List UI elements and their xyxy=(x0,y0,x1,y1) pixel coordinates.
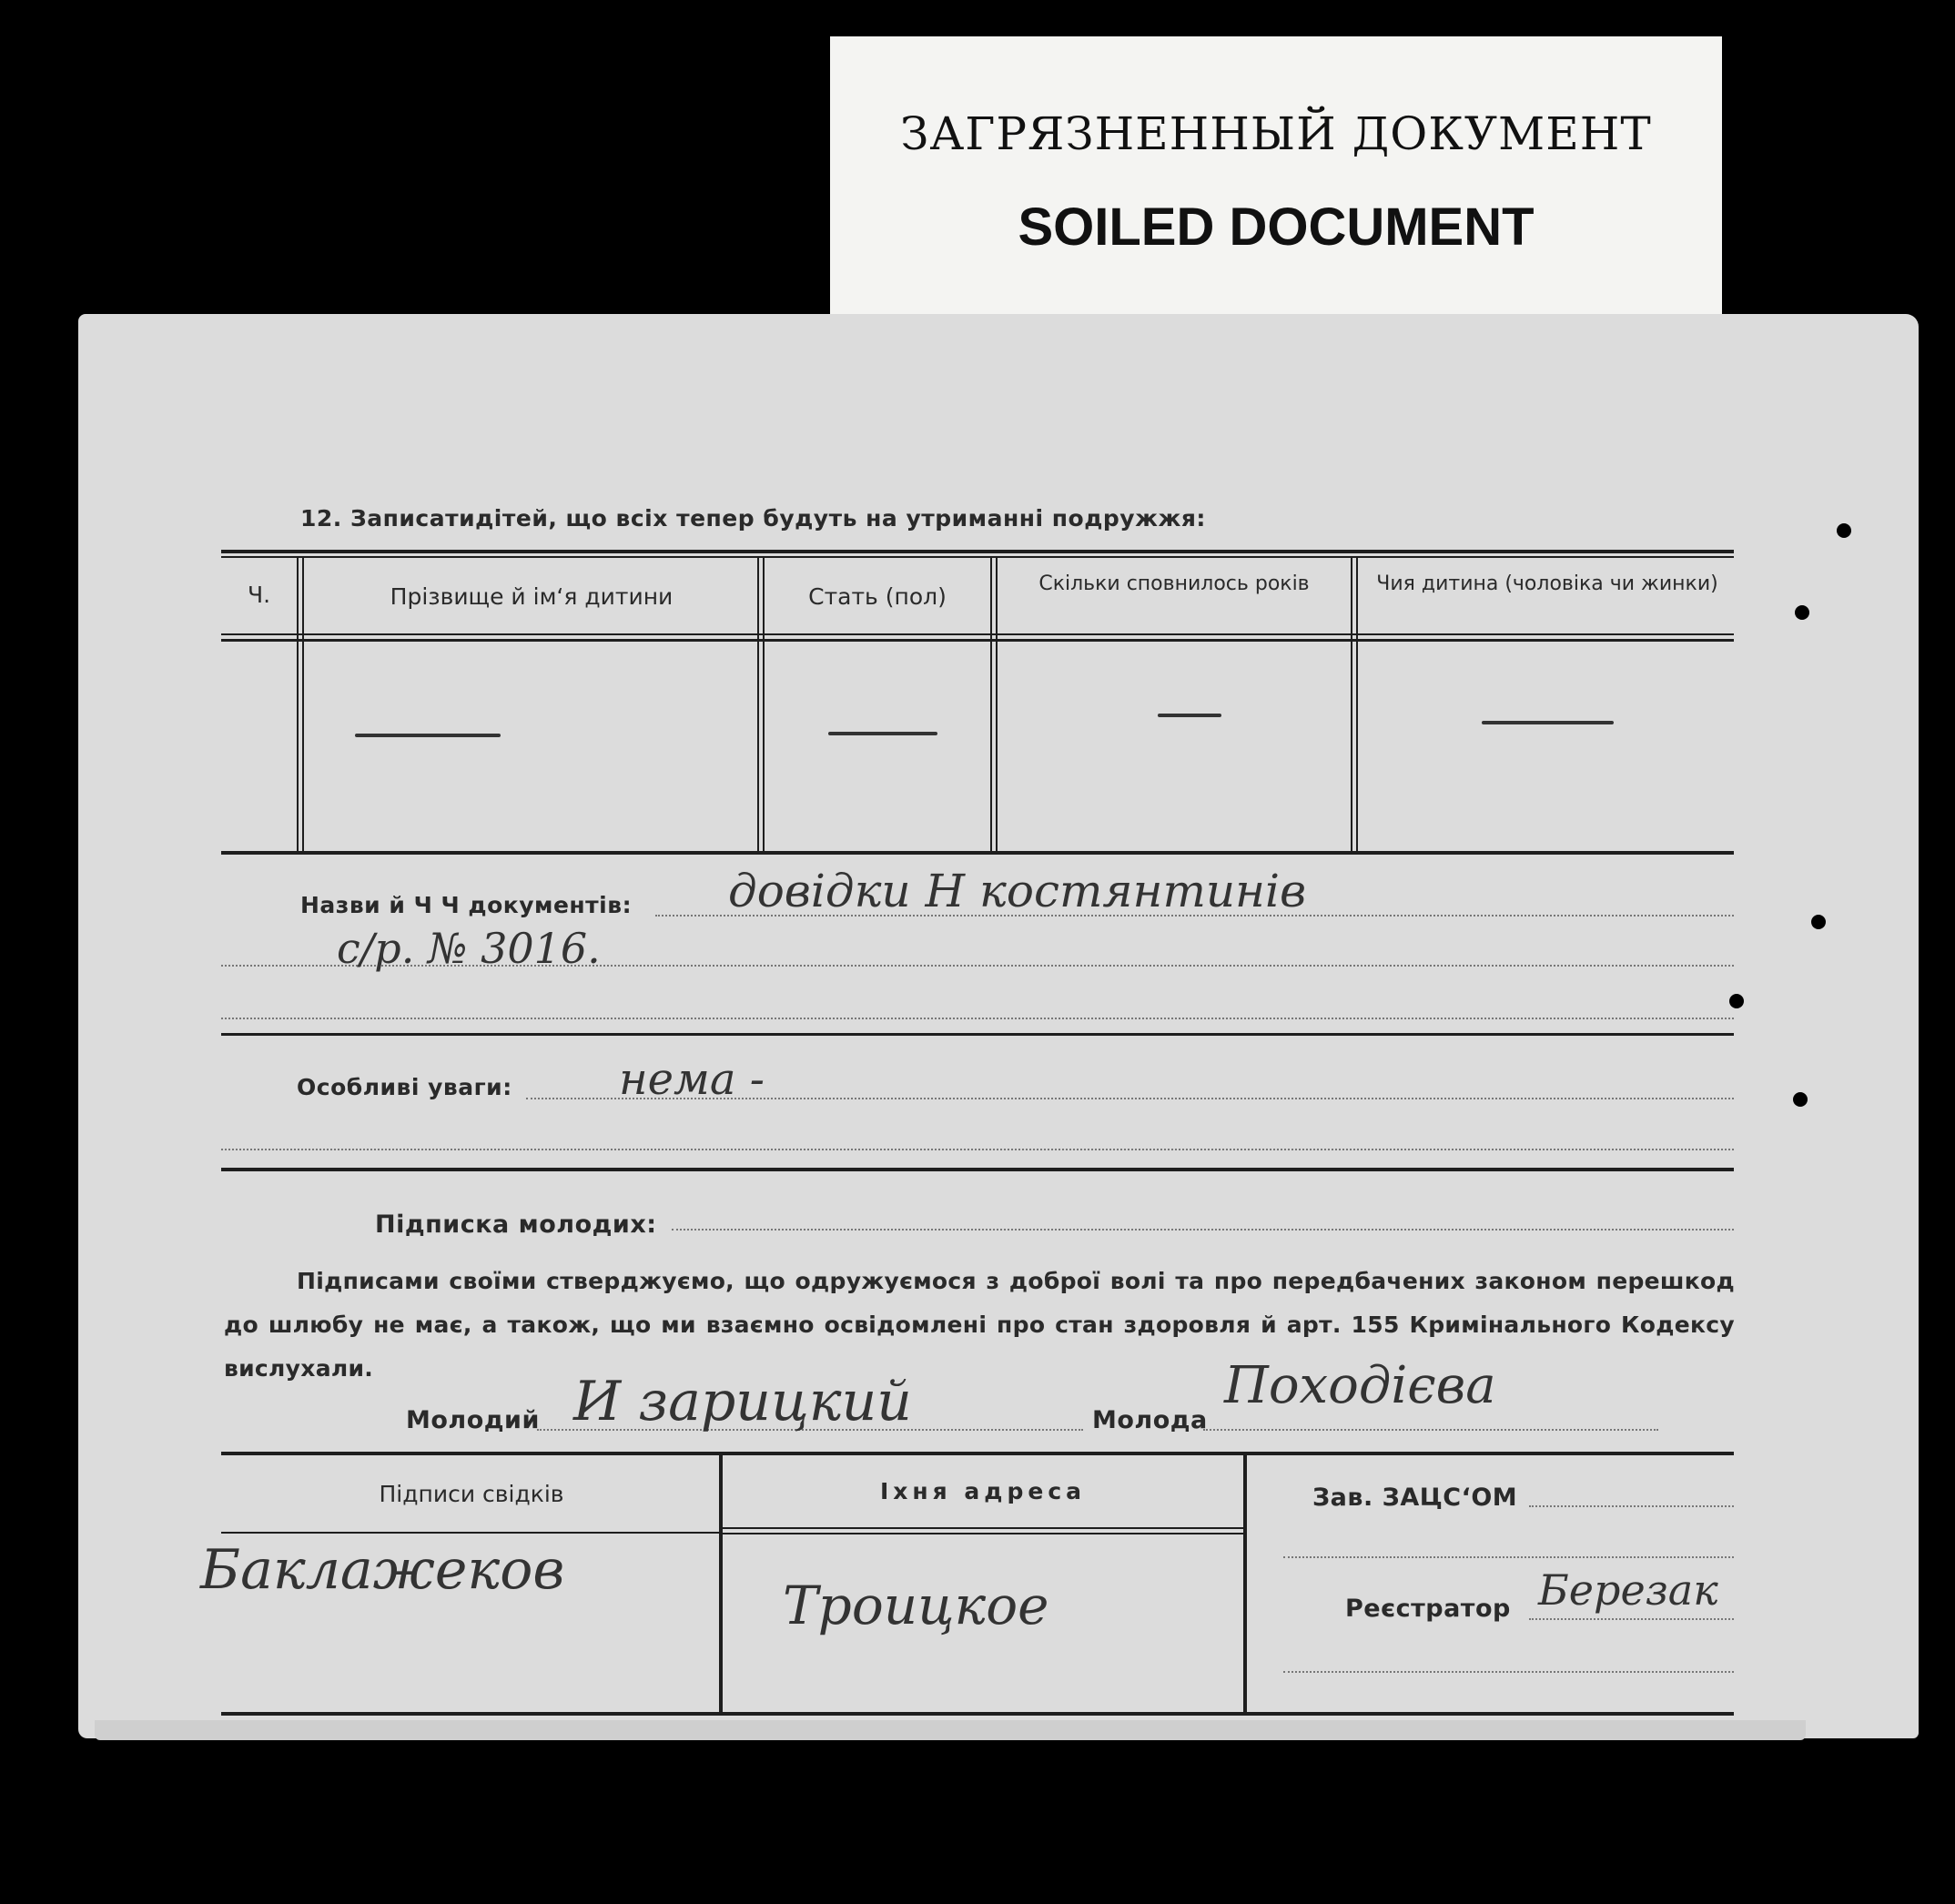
col-header-sex: Стать (пол) xyxy=(808,583,947,610)
remarks-handwritten: нема - xyxy=(619,1054,765,1105)
newlyweds-signature-line xyxy=(672,1229,1734,1231)
witness-table-bottom-rule xyxy=(221,1712,1734,1716)
bride-signature-line xyxy=(1203,1429,1658,1431)
col-header-age: Скільки сповнилось років xyxy=(1038,572,1310,595)
table-column-rule xyxy=(990,557,992,851)
col-header-child-name: Прізвище й ім‘я дитини xyxy=(390,583,674,610)
documents-handwritten-2: с/р. № 3016. xyxy=(337,924,601,973)
witness-address: Троицкое xyxy=(783,1575,1049,1636)
remarks-bottom-rule xyxy=(221,1168,1734,1171)
bride-signature: Походієва xyxy=(1224,1356,1496,1415)
documents-label: Назви й Ч Ч документів: xyxy=(300,892,633,918)
remarks-line-2 xyxy=(221,1149,1734,1150)
groom-signature: И зарицкий xyxy=(573,1370,912,1433)
stamp-title-russian: ЗАГРЯЗНЕННЫЙ ДОКУМЕНТ xyxy=(900,107,1652,160)
sheet-bottom-edge xyxy=(95,1720,1806,1740)
address-header-rule-2 xyxy=(723,1533,1243,1534)
address-header-rule xyxy=(723,1527,1243,1529)
documents-line-3 xyxy=(221,1018,1734,1019)
table-header-rule-2 xyxy=(221,639,1734,642)
empty-entry-dash xyxy=(355,734,501,737)
stamp-title-english: SOILED DOCUMENT xyxy=(1018,197,1535,257)
col-header-address: Іхня адреса xyxy=(879,1478,1087,1504)
remarks-label: Особливі уваги: xyxy=(297,1074,512,1100)
binding-hole xyxy=(1837,523,1851,538)
office-head-signature-line xyxy=(1529,1505,1734,1507)
binding-hole xyxy=(1811,915,1826,929)
col-header-number: Ч. xyxy=(247,582,271,608)
witness-signature: Баклажеков xyxy=(200,1538,565,1602)
empty-entry-dash xyxy=(1158,714,1221,717)
empty-entry-dash xyxy=(828,732,937,735)
col-header-witness-signatures: Підписи свідків xyxy=(379,1481,564,1507)
witness-table-column-rule xyxy=(1243,1455,1247,1712)
witness-table-top-rule xyxy=(221,1452,1734,1455)
table-top-rule xyxy=(221,550,1734,553)
registrar-signature-line xyxy=(1529,1618,1734,1620)
registrar-signature: Березак xyxy=(1538,1565,1718,1615)
office-head-line-2 xyxy=(1283,1556,1734,1558)
table-top-rule-2 xyxy=(221,556,1734,558)
binding-hole xyxy=(1795,605,1809,620)
bride-label: Молода xyxy=(1092,1406,1208,1434)
binding-hole xyxy=(1729,994,1744,1008)
registrar-line-2 xyxy=(1283,1671,1734,1673)
soiled-document-label xyxy=(830,36,1722,319)
table-bottom-rule xyxy=(221,851,1734,855)
documents-bottom-rule xyxy=(221,1033,1734,1036)
binding-hole xyxy=(1793,1092,1808,1107)
table-column-rule xyxy=(1351,557,1352,851)
groom-label: Молодий xyxy=(406,1406,540,1434)
empty-entry-dash xyxy=(1482,721,1614,724)
section-12-heading: 12. Записатидітей, що всіх тепер будуть на утриманні подружжя: xyxy=(300,505,1206,532)
documents-handwritten-1: довідки Н костянтинів xyxy=(728,865,1307,917)
newlyweds-signature-heading: Підписка молодих: xyxy=(375,1210,657,1239)
table-column-rule xyxy=(996,557,998,851)
office-head-label: Зав. ЗАЦС‘ОМ xyxy=(1312,1484,1518,1512)
table-column-rule xyxy=(302,557,304,851)
table-column-rule xyxy=(757,557,759,851)
table-column-rule xyxy=(297,557,299,851)
registrar-label: Реєстратор xyxy=(1345,1595,1511,1623)
witness-header-rule xyxy=(221,1532,719,1534)
table-column-rule xyxy=(1356,557,1358,851)
table-header-rule xyxy=(221,633,1734,635)
col-header-whose-child: Чия дитина (чоловіка чи жинки) xyxy=(1376,572,1718,595)
consent-statement: Підписами своїми стверджуємо, що одружуємося з доброї волі та про передбачених законом перешкод до шлюбу не має, а також, що ми взаємно освідомлені про стан здоровля й арт. 155 Кримінального Кодексу вислухали. xyxy=(224,1268,1735,1382)
